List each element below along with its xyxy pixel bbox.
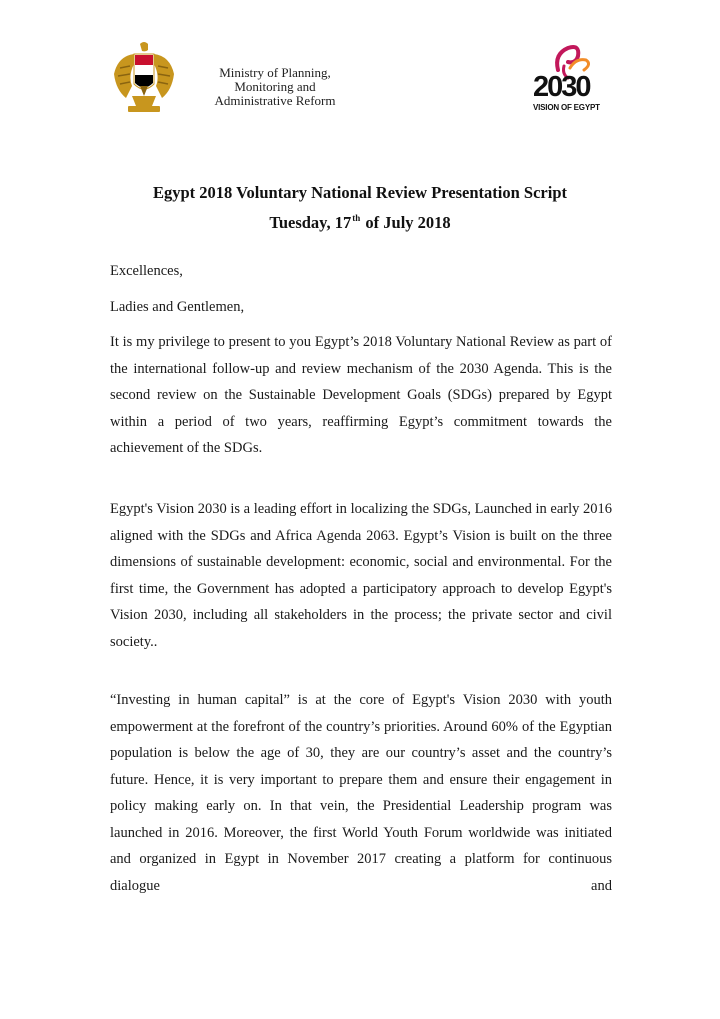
document-date <box>0 213 720 233</box>
date-ordinal: th <box>352 213 361 223</box>
paragraph-3-text: “Investing in human capital” is at the core of Egypt's Vision 2030 with youth empowerment at the forefront of the country’s priorities. Around 60% of the Egyptian population is below the age of 30, they are our country’s asset and the country’s future. Hence, it is very important to prepare them and ensure their engagement in policy making early on. In that vein, the Presidential Leadership program was launched in 2016. Moreover, the first World Youth Forum worldwide was initiated and organized in Egypt in November 2017 creating a platform for continuous dialogue and <box>110 692 612 894</box>
paragraph-vision-2030 <box>110 496 612 655</box>
paragraph-1-text: It is my privilege to present to you Egypt’s 2018 Voluntary National Review as part of the international follow-up and review mechanism of the 2030 Agenda. This is the second review on the Sustainable Development Goals (SDGs) prepared by Egypt within a period of two years, reaffirming Egypt’s commitment towards the achievement of the SDGs. <box>110 334 612 456</box>
greeting-line-2: Ladies and Gentlemen, <box>110 299 245 315</box>
ministry-line-3: Administrative Reform <box>214 93 336 108</box>
vision-caption: VISION OF EGYPT <box>533 103 600 112</box>
ministry-line-2: Monitoring and <box>234 79 316 94</box>
egypt-eagle-emblem-icon <box>112 40 176 116</box>
vision-2030-number: 2030 <box>533 71 590 103</box>
date-prefix: Tuesday, 17 <box>269 213 352 232</box>
paragraph-2-text: Egypt's Vision 2030 is a leading effort in localizing the SDGs, Launched in early 2016 aligned with the SDGs and Africa Agenda 2063. Egypt’s Vision is built on the three dimensions of sustainable development: economic, social and environmental. For the first time, the Government has adopted a participatory approach to develop Egypt's Vision 2030, including all stakeholders in the process; the private sector and civil society.. <box>110 501 612 650</box>
greeting-excellences <box>110 258 612 285</box>
paragraph-vnr-intro <box>110 329 612 462</box>
ministry-line-1: Ministry of Planning, <box>219 65 331 80</box>
date-suffix: of July 2018 <box>361 213 451 232</box>
document-title: Egypt 2018 Voluntary National Review Presentation Script <box>152 183 568 202</box>
ministry-name <box>190 66 360 108</box>
greeting-ladies-gentlemen <box>110 294 612 321</box>
greeting-line-1: Excellences, <box>110 263 183 279</box>
paragraph-human-capital <box>110 687 612 899</box>
